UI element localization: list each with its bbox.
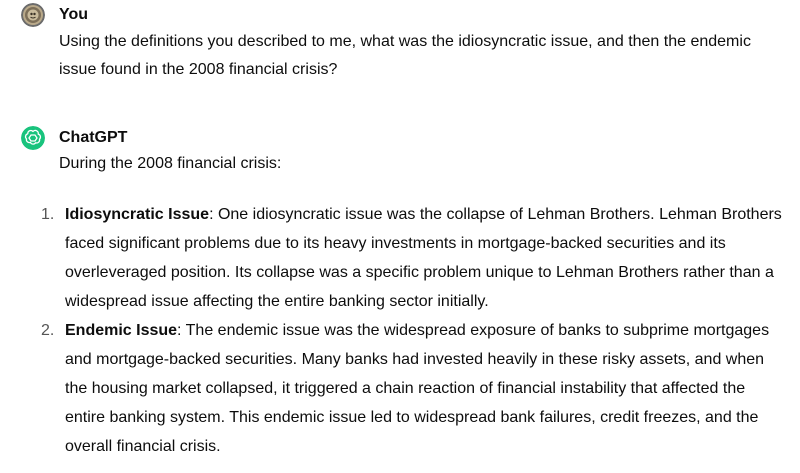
list-item-text: : The endemic issue was the widespread exposure of banks to subprime mortgages and mortgage-backed securities. Many banks had invested heavily in these risky assets, and when the housing market collapsed, it triggered a chain reaction of financial instability that affected the entire banking system. This endemic issue led to widespread bank failures, credit freezes, and the overall financial crisis. (65, 322, 770, 455)
list-item-number: 1. (41, 206, 55, 223)
answer-list-item (41, 316, 786, 461)
answer-list (41, 200, 786, 461)
user-author-name: You (59, 6, 89, 23)
list-item-term: Idiosyncratic Issue (65, 206, 210, 223)
openai-logo-icon (21, 126, 45, 150)
user-avatar-icon (21, 3, 45, 27)
list-item-text: : One idiosyncratic issue was the collapse of Lehman Brothers. Lehman Brothers faced significant problems due to its heavy investments in mortgage-backed securities and its overleveraged position. Its collapse was a specific problem unique to Lehman Brothers rather than a widespread issue affecting the entire banking sector initially. (65, 206, 782, 310)
answer-list-item (41, 200, 786, 316)
assistant-intro-text: During the 2008 financial crisis: (59, 155, 282, 172)
assistant-author-name: ChatGPT (59, 129, 128, 146)
list-item-number: 2. (41, 322, 55, 339)
user-message-text: Using the definitions you described to me, what was the idiosyncratic issue, and then the endemic issue found in the 2008 financial crisis? (59, 33, 751, 78)
list-item-term: Endemic Issue (65, 322, 178, 339)
